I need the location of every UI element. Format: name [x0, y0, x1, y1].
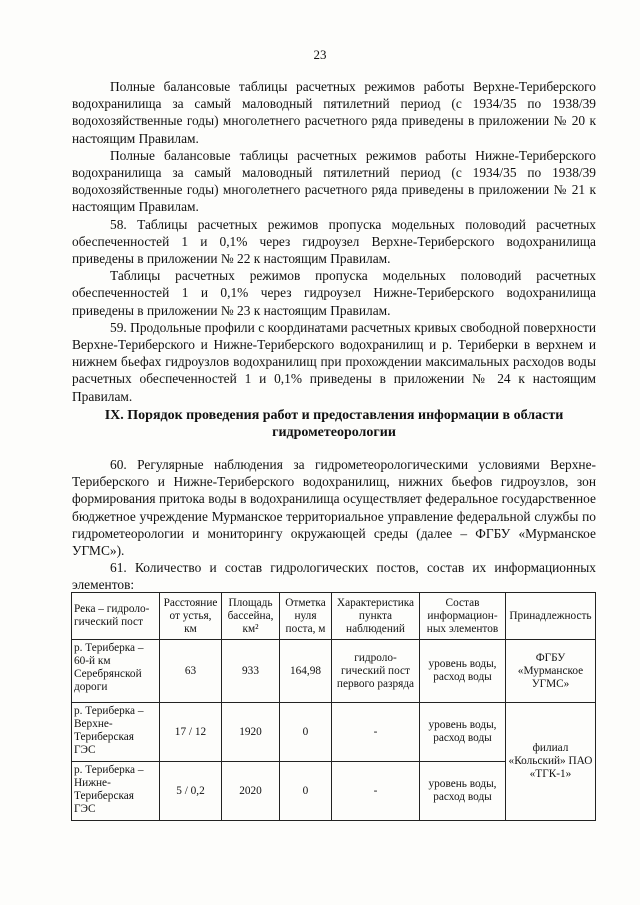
- gauging-stations-table: [71, 592, 596, 821]
- table-cell: р. Териберка – Верхне-Териберская ГЭС: [72, 703, 160, 762]
- header-cell: Отметка нуля поста, м: [280, 593, 332, 640]
- table-cell: ФГБУ «Мурманское УГМС»: [506, 640, 596, 703]
- header-cell: Площадь бассейна, км²: [222, 593, 280, 640]
- table-cell: уровень воды, расход воды: [420, 703, 506, 762]
- table-cell: 933: [222, 640, 280, 703]
- paragraph: Полные балансовые таблицы расчетных режимов работы Нижне-Териберского водохранилища за самый маловодный пятилетний период (с 1934/35 по 1938/39 водохозяйственные годы) многолетнего расчетного ряда приведены в приложении № 21 к настоящим Правилам.: [72, 147, 596, 215]
- table-cell: уровень воды, расход воды: [420, 640, 506, 703]
- table-cell: уровень воды, расход воды: [420, 762, 506, 821]
- body-text-bottom: [72, 456, 596, 594]
- header-cell: Состав информацион-ных элементов: [420, 593, 506, 640]
- table-row: [72, 640, 596, 703]
- table-cell: 1920: [222, 703, 280, 762]
- table-cell: -: [332, 703, 420, 762]
- table-header-row: [72, 593, 596, 640]
- table-cell: 17 / 12: [160, 703, 222, 762]
- table-cell: 2020: [222, 762, 280, 821]
- header-cell: Река – гидроло-гический пост: [72, 593, 160, 640]
- table-cell-owner-merged: филиал «Кольский» ПАО «ТГК-1»: [506, 703, 596, 821]
- page-number: 23: [313, 47, 327, 62]
- section-heading: IX. Порядок проведения работ и предоставления информации в области гидрометеорологии: [104, 408, 564, 440]
- paragraph: 58. Таблицы расчетных режимов пропуска модельных половодий расчетных обеспеченностей 1 и 0,1% через гидроузел Верхне-Териберского водохранилища приведены в приложении № 22 к настоящим Правилам.: [72, 216, 596, 267]
- table-cell: 63: [160, 640, 222, 703]
- table-cell: р. Териберка – 60-й км Серебрянской дороги: [72, 640, 160, 703]
- paragraph: 61. Количество и состав гидрологических постов, состав их информационных элементов:: [72, 560, 596, 593]
- table-cell: -: [332, 762, 420, 821]
- header-cell: Расстояние от устья, км: [160, 593, 222, 640]
- table-cell: 164,98: [280, 640, 332, 703]
- paragraph: Полные балансовые таблицы расчетных режимов работы Верхне-Териберского водохранилища за самый маловодный пятилетний период (с 1934/35 по 1938/39 водохозяйственные годы) многолетнего расчетного ряда приведены в приложении № 20 к настоящим Правилам.: [72, 79, 596, 146]
- table-row: [72, 703, 596, 762]
- paragraph: 59. Продольные профили с координатами расчетных кривых свободной поверхности Верхне-Териберского и Нижне-Териберского водохранилищ и р. Териберки в верхнем и нижнем бьефах гидроузлов водохранилищ при прохождении максимальных расходов воды расчетных обеспеченностей 1 и 0,1% приведены в приложении № 24 к настоящим Правилам.: [72, 319, 596, 404]
- table-cell: гидроло-гический пост первого разряда: [332, 640, 420, 703]
- table-cell: р. Териберка – Нижне-Териберская ГЭС: [72, 762, 160, 821]
- header-cell: Характеристика пункта наблюдений: [332, 593, 420, 640]
- table-cell: 0: [280, 762, 332, 821]
- paragraph: Таблицы расчетных режимов пропуска модельных половодий расчетных обеспеченностей 1 и 0,1% через гидроузел Нижне-Териберского водохранилища приведены в приложении № 23 к настоящим Правилам.: [72, 268, 596, 318]
- body-text-top: [72, 78, 596, 405]
- table-cell: 0: [280, 703, 332, 762]
- paragraph: 60. Регулярные наблюдения за гидрометеорологическими условиями Верхне-Териберского и Нижне-Териберского водохранилищ, нижних бьефов гидроузлов, зон формирования притока воды в водохранилища осуществляет федеральное государственное бюджетное учреждение Мурманское территориальное управление федеральной службы по гидрометеорологии и мониторингу окружающей среды (далее – ФГБУ «Мурманское УГМС»).: [72, 457, 596, 559]
- table-cell: 5 / 0,2: [160, 762, 222, 821]
- header-cell: Принадлежность: [506, 593, 596, 640]
